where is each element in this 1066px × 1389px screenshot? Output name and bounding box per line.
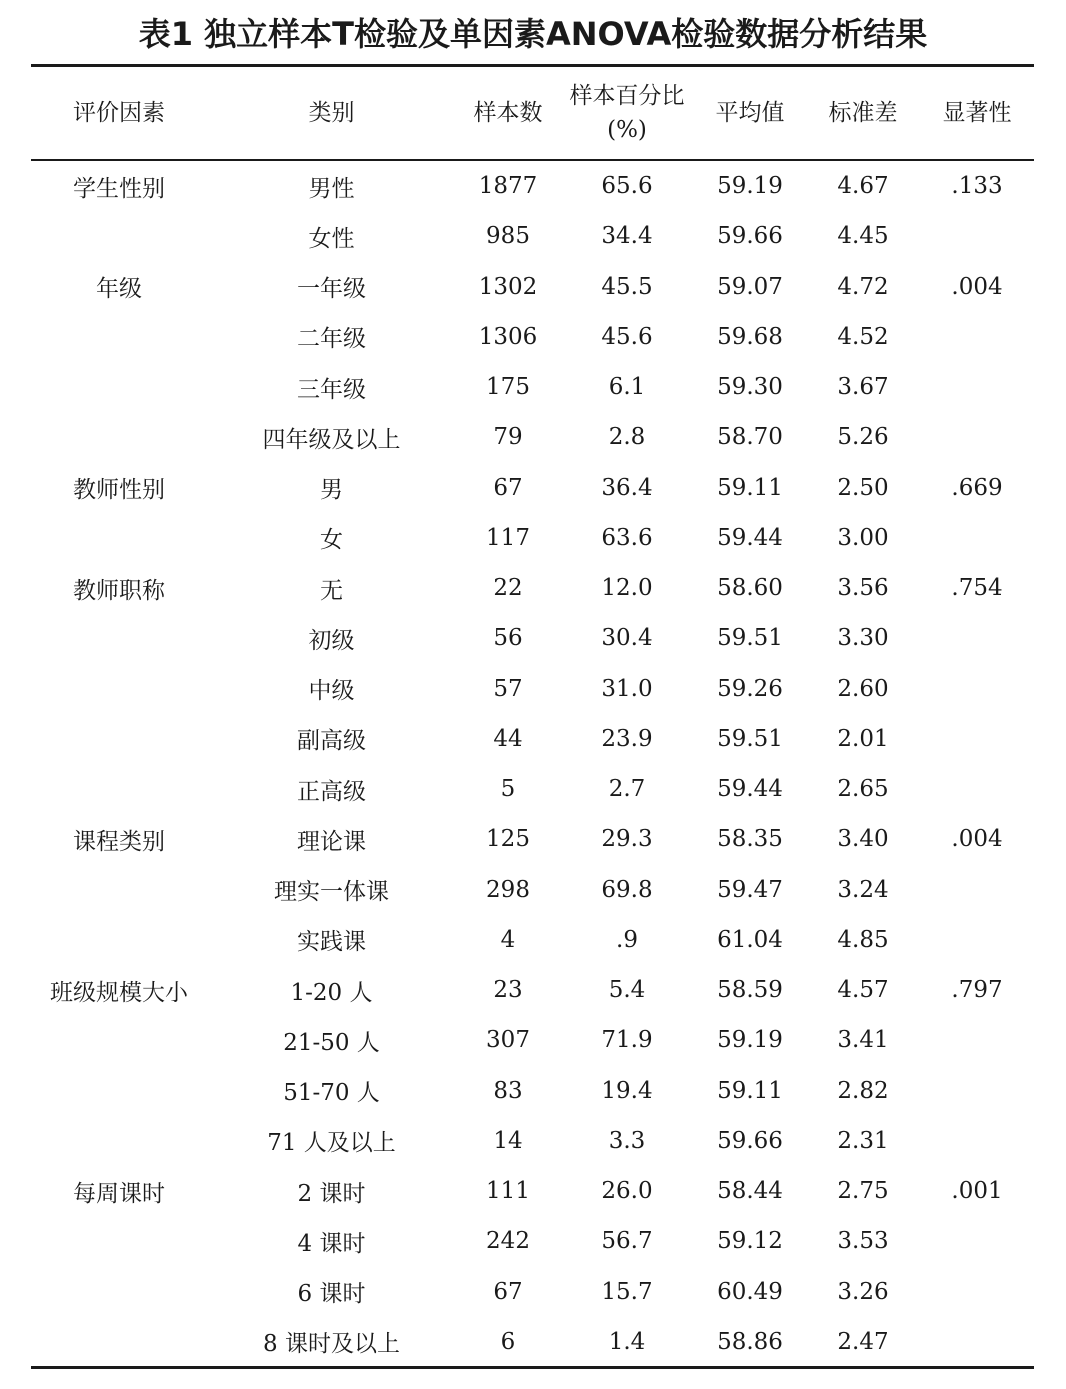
cell-mean: 58.35 bbox=[717, 826, 783, 853]
cell-sample-count: 1306 bbox=[478, 323, 538, 350]
cell-factor: 教师职称 bbox=[73, 577, 165, 604]
cell-std-dev: 4.57 bbox=[837, 977, 889, 1004]
cell-sample-count: 14 bbox=[493, 1127, 523, 1154]
table-row bbox=[31, 362, 1034, 412]
cell-sample-percent: 5.4 bbox=[608, 977, 646, 1004]
cell-sample-percent: 63.6 bbox=[601, 524, 653, 551]
cell-significance bbox=[920, 613, 1034, 663]
table-row bbox=[31, 159, 1034, 211]
cell-sample-percent: 23.9 bbox=[601, 725, 653, 752]
table-row bbox=[31, 664, 1034, 714]
cell-factor: 课程类别 bbox=[73, 828, 165, 855]
cell-category: 1-20 人 bbox=[290, 979, 373, 1006]
cell-significance bbox=[920, 412, 1034, 462]
cell-significance bbox=[920, 211, 1034, 261]
cell-sample-percent: 3.3 bbox=[608, 1127, 646, 1154]
cell-mean: 59.07 bbox=[717, 273, 783, 300]
cell-std-dev: 3.26 bbox=[837, 1278, 889, 1305]
cell-sample-count: 307 bbox=[486, 1027, 530, 1054]
cell-significance: .133 bbox=[951, 173, 1003, 200]
cell-category: 女性 bbox=[308, 225, 355, 252]
header-sample-count: 样本数 bbox=[473, 100, 543, 126]
cell-factor bbox=[31, 362, 207, 412]
cell-sample-count: 56 bbox=[493, 625, 523, 652]
table-row bbox=[31, 1015, 1034, 1065]
cell-std-dev: 4.67 bbox=[837, 173, 889, 200]
cell-significance bbox=[920, 1317, 1034, 1367]
cell-std-dev: 4.72 bbox=[837, 273, 889, 300]
cell-std-dev: 3.67 bbox=[837, 374, 889, 401]
cell-std-dev: 4.45 bbox=[837, 223, 889, 250]
table-row bbox=[31, 613, 1034, 663]
cell-factor: 年级 bbox=[96, 276, 142, 303]
cell-sample-percent: .9 bbox=[616, 926, 638, 953]
cell-significance bbox=[920, 764, 1034, 814]
cell-sample-percent: 34.4 bbox=[601, 223, 653, 250]
cell-category: 正高级 bbox=[297, 778, 366, 805]
cell-sample-percent: 45.5 bbox=[601, 273, 653, 300]
cell-std-dev: 2.01 bbox=[837, 725, 889, 752]
cell-category: 女 bbox=[320, 527, 343, 554]
table-row bbox=[31, 463, 1034, 513]
cell-sample-count: 175 bbox=[486, 374, 530, 401]
cell-mean: 59.66 bbox=[717, 223, 783, 250]
table-row bbox=[31, 764, 1034, 814]
cell-mean: 58.86 bbox=[717, 1328, 783, 1355]
cell-significance bbox=[920, 664, 1034, 714]
cell-sample-count: 57 bbox=[493, 675, 523, 702]
header-sample-percent: 样本百分比(%) bbox=[569, 83, 685, 143]
cell-sample-percent: 15.7 bbox=[601, 1278, 653, 1305]
cell-factor bbox=[31, 1116, 207, 1166]
table-row bbox=[31, 1267, 1034, 1317]
cell-mean: 58.70 bbox=[717, 424, 783, 451]
cell-std-dev: 3.30 bbox=[837, 625, 889, 652]
cell-factor bbox=[31, 513, 207, 563]
cell-mean: 59.30 bbox=[717, 374, 783, 401]
table-row bbox=[31, 714, 1034, 764]
cell-mean: 59.44 bbox=[717, 524, 783, 551]
cell-sample-percent: 56.7 bbox=[601, 1228, 653, 1255]
cell-sample-count: 117 bbox=[486, 524, 530, 551]
cell-mean: 59.12 bbox=[717, 1228, 783, 1255]
cell-std-dev: 3.41 bbox=[837, 1027, 889, 1054]
table-row bbox=[31, 412, 1034, 462]
cell-category: 8 课时及以上 bbox=[263, 1331, 400, 1358]
table-row bbox=[31, 1216, 1034, 1266]
cell-category: 男 bbox=[320, 477, 343, 504]
cell-mean: 59.68 bbox=[717, 323, 783, 350]
cell-factor bbox=[31, 1066, 207, 1116]
cell-significance bbox=[920, 1015, 1034, 1065]
cell-factor bbox=[31, 312, 207, 362]
cell-sample-count: 22 bbox=[493, 575, 523, 602]
cell-significance bbox=[920, 312, 1034, 362]
cell-mean: 59.19 bbox=[717, 1027, 783, 1054]
cell-significance: .669 bbox=[951, 474, 1003, 501]
cell-category: 二年级 bbox=[297, 326, 366, 353]
table-row bbox=[31, 865, 1034, 915]
cell-sample-percent: 2.8 bbox=[608, 424, 646, 451]
cell-significance bbox=[920, 1116, 1034, 1166]
cell-std-dev: 3.24 bbox=[837, 876, 889, 903]
cell-category: 21-50 人 bbox=[283, 1029, 380, 1056]
cell-category: 2 课时 bbox=[297, 1180, 366, 1207]
cell-sample-count: 242 bbox=[486, 1228, 530, 1255]
cell-std-dev: 2.31 bbox=[837, 1127, 889, 1154]
cell-sample-percent: 2.7 bbox=[608, 776, 646, 803]
cell-factor bbox=[31, 1317, 207, 1367]
cell-std-dev: 3.53 bbox=[837, 1228, 889, 1255]
cell-sample-percent: 69.8 bbox=[601, 876, 653, 903]
cell-factor bbox=[31, 1015, 207, 1065]
cell-sample-count: 985 bbox=[486, 223, 530, 250]
cell-sample-percent: 45.6 bbox=[601, 323, 653, 350]
cell-mean: 59.11 bbox=[717, 474, 783, 501]
cell-factor bbox=[31, 664, 207, 714]
cell-std-dev: 3.56 bbox=[837, 575, 889, 602]
cell-significance bbox=[920, 865, 1034, 915]
cell-significance bbox=[920, 513, 1034, 563]
cell-category: 四年级及以上 bbox=[262, 426, 401, 453]
cell-mean: 60.49 bbox=[717, 1278, 783, 1305]
cell-sample-count: 6 bbox=[500, 1328, 516, 1355]
cell-sample-count: 83 bbox=[493, 1077, 523, 1104]
table-row bbox=[31, 1317, 1034, 1367]
table-row bbox=[31, 211, 1034, 261]
cell-mean: 59.51 bbox=[717, 625, 783, 652]
cell-significance: .001 bbox=[951, 1178, 1003, 1205]
cell-std-dev: 3.40 bbox=[837, 826, 889, 853]
cell-sample-count: 67 bbox=[493, 1278, 523, 1305]
cell-factor bbox=[31, 412, 207, 462]
cell-std-dev: 4.52 bbox=[837, 323, 889, 350]
header-category: 类别 bbox=[308, 100, 355, 126]
cell-category: 一年级 bbox=[297, 276, 366, 303]
cell-mean: 58.59 bbox=[717, 977, 783, 1004]
table-row bbox=[31, 915, 1034, 965]
cell-mean: 61.04 bbox=[717, 926, 783, 953]
cell-sample-percent: 71.9 bbox=[601, 1027, 653, 1054]
cell-mean: 59.51 bbox=[717, 725, 783, 752]
cell-mean: 58.60 bbox=[717, 575, 783, 602]
cell-sample-count: 4 bbox=[500, 926, 516, 953]
table-row bbox=[31, 1116, 1034, 1166]
header-significance: 显著性 bbox=[942, 100, 1012, 126]
cell-factor bbox=[31, 211, 207, 261]
cell-std-dev: 2.65 bbox=[837, 776, 889, 803]
cell-factor: 班级规模大小 bbox=[50, 979, 188, 1006]
cell-factor bbox=[31, 764, 207, 814]
cell-factor: 学生性别 bbox=[73, 175, 165, 202]
cell-significance: .004 bbox=[951, 826, 1003, 853]
cell-mean: 59.19 bbox=[717, 173, 783, 200]
cell-factor bbox=[31, 1216, 207, 1266]
cell-category: 中级 bbox=[308, 678, 355, 705]
cell-std-dev: 2.60 bbox=[837, 675, 889, 702]
table-row bbox=[31, 965, 1034, 1015]
cell-sample-percent: 1.4 bbox=[608, 1328, 646, 1355]
cell-mean: 58.44 bbox=[717, 1178, 783, 1205]
cell-sample-percent: 19.4 bbox=[601, 1077, 653, 1104]
cell-significance bbox=[920, 1066, 1034, 1116]
table-row bbox=[31, 312, 1034, 362]
cell-sample-count: 298 bbox=[486, 876, 530, 903]
cell-significance bbox=[920, 1216, 1034, 1266]
table-header bbox=[31, 67, 1034, 159]
table-row bbox=[31, 814, 1034, 864]
cell-sample-percent: 31.0 bbox=[601, 675, 653, 702]
cell-sample-count: 79 bbox=[493, 424, 523, 451]
cell-mean: 59.66 bbox=[717, 1127, 783, 1154]
cell-category: 三年级 bbox=[297, 376, 366, 403]
cell-sample-percent: 36.4 bbox=[601, 474, 653, 501]
cell-std-dev: 4.85 bbox=[837, 926, 889, 953]
cell-category: 副高级 bbox=[297, 728, 366, 755]
cell-std-dev: 3.00 bbox=[837, 524, 889, 551]
cell-sample-count: 23 bbox=[493, 977, 523, 1004]
cell-sample-percent: 29.3 bbox=[601, 826, 653, 853]
cell-significance: .004 bbox=[951, 273, 1003, 300]
cell-factor: 每周课时 bbox=[73, 1180, 165, 1207]
cell-std-dev: 2.47 bbox=[837, 1328, 889, 1355]
header-std-dev: 标准差 bbox=[828, 100, 898, 126]
cell-factor bbox=[31, 714, 207, 764]
cell-sample-count: 44 bbox=[493, 725, 523, 752]
cell-sample-count: 5 bbox=[500, 776, 516, 803]
cell-significance bbox=[920, 714, 1034, 764]
cell-mean: 59.11 bbox=[717, 1077, 783, 1104]
table-title: 表1 独立样本T检验及单因素ANOVA检验数据分析结果 bbox=[138, 15, 928, 53]
cell-category: 无 bbox=[320, 577, 343, 604]
cell-mean: 59.47 bbox=[717, 876, 783, 903]
cell-std-dev: 2.50 bbox=[837, 474, 889, 501]
cell-significance bbox=[920, 362, 1034, 412]
cell-sample-percent: 6.1 bbox=[608, 374, 646, 401]
cell-sample-count: 1302 bbox=[478, 273, 538, 300]
cell-factor bbox=[31, 915, 207, 965]
table-row bbox=[31, 1066, 1034, 1116]
cell-sample-percent: 26.0 bbox=[601, 1178, 653, 1205]
table-row bbox=[31, 513, 1034, 563]
cell-sample-percent: 65.6 bbox=[601, 173, 653, 200]
header-factor: 评价因素 bbox=[73, 100, 165, 126]
cell-significance: .754 bbox=[951, 575, 1003, 602]
cell-category: 男性 bbox=[308, 175, 355, 202]
cell-sample-count: 111 bbox=[486, 1178, 530, 1205]
header-row bbox=[31, 67, 1034, 159]
cell-mean: 59.44 bbox=[717, 776, 783, 803]
cell-category: 初级 bbox=[308, 627, 355, 654]
cell-std-dev: 2.82 bbox=[837, 1077, 889, 1104]
cell-category: 51-70 人 bbox=[283, 1080, 380, 1107]
cell-sample-count: 1877 bbox=[478, 173, 538, 200]
results-table bbox=[31, 67, 1034, 1367]
cell-category: 实践课 bbox=[297, 929, 366, 956]
table-row bbox=[31, 563, 1034, 613]
header-mean: 平均值 bbox=[715, 100, 785, 126]
cell-std-dev: 5.26 bbox=[837, 424, 889, 451]
cell-mean: 59.26 bbox=[717, 675, 783, 702]
cell-significance: .797 bbox=[951, 977, 1003, 1004]
cell-factor bbox=[31, 613, 207, 663]
cell-category: 理论课 bbox=[297, 828, 366, 855]
cell-significance bbox=[920, 1267, 1034, 1317]
cell-sample-count: 67 bbox=[493, 474, 523, 501]
cell-category: 理实一体课 bbox=[274, 879, 389, 906]
table-row bbox=[31, 262, 1034, 312]
table-row bbox=[31, 1166, 1034, 1216]
cell-sample-percent: 12.0 bbox=[601, 575, 653, 602]
cell-factor: 教师性别 bbox=[73, 477, 165, 504]
cell-factor bbox=[31, 865, 207, 915]
cell-factor bbox=[31, 1267, 207, 1317]
cell-std-dev: 2.75 bbox=[837, 1178, 889, 1205]
cell-sample-count: 125 bbox=[486, 826, 530, 853]
cell-significance bbox=[920, 915, 1034, 965]
table-body bbox=[31, 159, 1034, 1367]
cell-sample-percent: 30.4 bbox=[601, 625, 653, 652]
cell-category: 6 课时 bbox=[297, 1281, 366, 1308]
cell-category: 71 人及以上 bbox=[267, 1130, 396, 1157]
cell-category: 4 课时 bbox=[297, 1230, 366, 1257]
